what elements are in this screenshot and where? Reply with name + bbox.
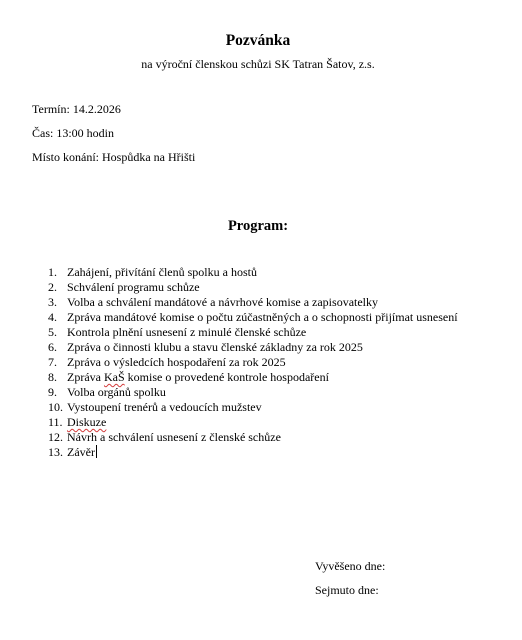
agenda-item-number: 9. [48,385,57,399]
agenda-item-text [67,445,97,460]
agenda-item [48,280,458,295]
agenda-item-text: Zpráva o činnosti klubu a stavu členské základny za rok 2025 [67,340,363,354]
text-cursor [96,445,97,458]
agenda-item-number: 6. [48,340,57,354]
agenda-item [48,265,458,280]
posted-date-label: Vyvěšeno dne: [315,559,386,573]
agenda-item [48,355,458,370]
agenda-item-number: 3. [48,295,57,309]
agenda-item-number: 12. [48,430,63,444]
meeting-time: Čas: 13:00 hodin [32,126,115,140]
agenda-item-number: 1. [48,265,57,279]
removed-date-label: Sejmuto dne: [315,583,379,597]
agenda-item-number: 11. [48,415,63,429]
agenda-item [48,385,458,400]
spellcheck-flagged-word[interactable]: Diskuze [67,415,107,429]
agenda-item-text: Volba a schválení mandátové a návrhové komise a zapisovatelky [67,295,379,309]
agenda-item-text: Schválení programu schůze [67,280,200,294]
agenda-item [48,310,458,325]
agenda-item-text: Návrh a schválení usnesení z členské schůze [67,430,281,444]
agenda-item-text: Zpráva mandátové komise o počtu zúčastněných a o schopnosti přijímat usnesení [67,310,458,324]
program-heading: Program: [227,218,289,234]
agenda-item-text [67,415,106,430]
agenda-item-number: 13. [48,445,63,459]
agenda-item [48,340,458,355]
agenda-item [48,400,458,415]
agenda-list [48,265,458,460]
agenda-text-part: Závěr [67,445,95,459]
agenda-text-part: Zpráva [67,370,104,384]
agenda-item [48,325,458,340]
agenda-item-number: 10. [48,400,63,414]
agenda-item-text [67,370,329,385]
meeting-place: Místo konání: Hospůdka na Hřišti [32,150,196,164]
agenda-item-number: 8. [48,370,57,384]
document-subtitle: na výroční členskou schůzi SK Tatran Šatov, z.s. [141,57,375,71]
document-title: Pozvánka [225,32,291,49]
agenda-item-text: Vystoupení trenérů a vedoucích mužstev [67,400,262,414]
agenda-text-part: komise o provedené kontrole hospodaření [124,370,329,384]
agenda-item-number: 7. [48,355,57,369]
agenda-item-text: Zpráva o výsledcích hospodaření za rok 2025 [67,355,286,369]
agenda-item [48,415,458,430]
agenda-item [48,430,458,445]
agenda-item [48,445,458,460]
agenda-item [48,295,458,310]
agenda-item-text: Volba orgánů spolku [67,385,166,399]
spellcheck-flagged-word[interactable]: KaŠ [103,370,125,384]
agenda-item [48,370,458,385]
meeting-date: Termín: 14.2.2026 [32,102,121,116]
agenda-item-number: 5. [48,325,57,339]
agenda-item-text: Kontrola plnění usnesení z minulé členské schůze [67,325,307,339]
agenda-item-number: 4. [48,310,57,324]
agenda-item-text: Zahájení, přivítání členů spolku a hostů [67,265,257,279]
agenda-item-number: 2. [48,280,57,294]
